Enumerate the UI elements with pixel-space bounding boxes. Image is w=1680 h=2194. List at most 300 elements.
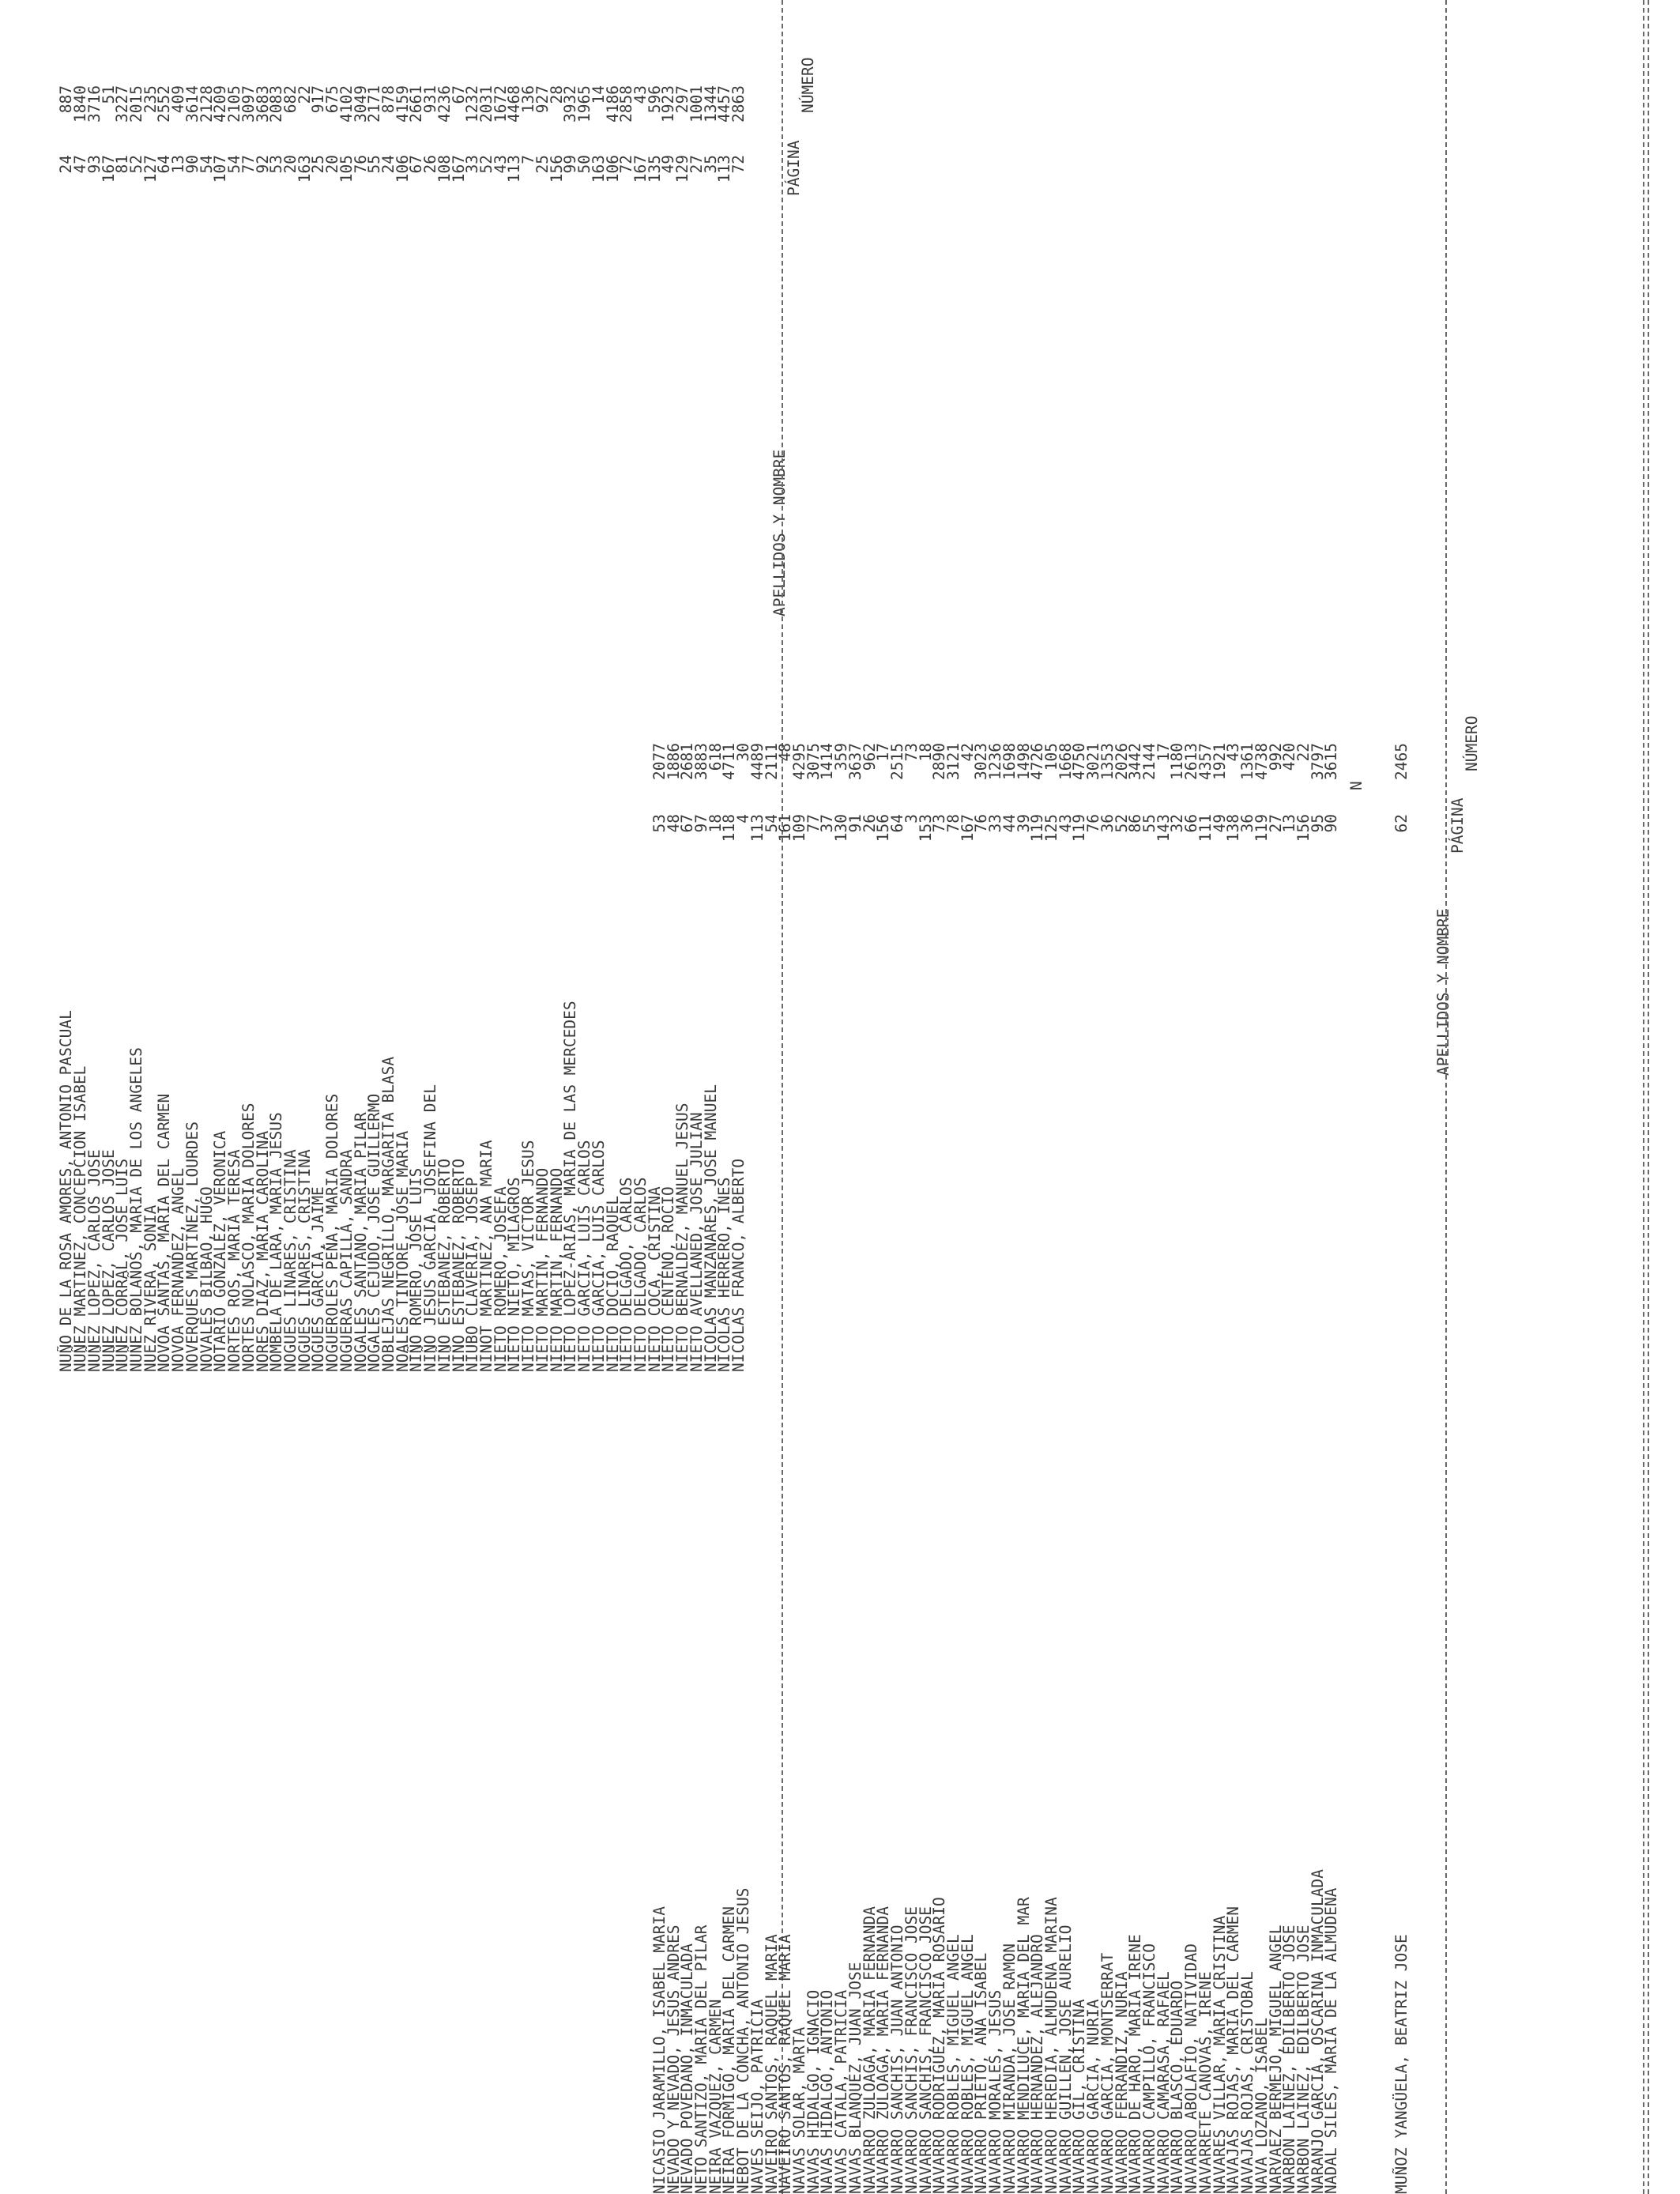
list-row [73, 0, 88, 2194]
row-page: 32 [1168, 814, 1187, 833]
right-header-name: APELLIDOS Y NOMBRE [770, 449, 789, 616]
row-number: 2111 [762, 743, 781, 780]
list-row [1154, 0, 1173, 2194]
list-row [645, 0, 664, 2194]
row-number: 3075 [804, 743, 823, 780]
row-name: NOVOA SANTAS, MARIA DEL CARMEN [155, 1093, 174, 1372]
row-name: NEIRA FORMIGO, MARIA DEL CARMEN [720, 1906, 739, 2194]
row-name: NICASIO JARAMILLO, ISABEL MARIA [650, 1906, 669, 2194]
list-row [1072, 0, 1087, 2194]
row-page: 76 [972, 814, 991, 833]
row-page: 18 [706, 814, 725, 833]
row-name: NUÑO DE LA ROSA AMORES, ANTONIO PASCUAL [57, 1010, 76, 1372]
list-row [435, 0, 454, 2194]
row-name: NICOLAS MANZANARES, JOSE MANUEL [701, 1084, 720, 1372]
list-row [519, 0, 538, 2194]
list-row [661, 0, 676, 2194]
row-number: 22 [1294, 743, 1313, 762]
row-number: 4236 [435, 85, 454, 123]
row-name: NAVARRO ROBLES, MIGUEL ANGEL [958, 1934, 977, 2194]
row-name: NOGUES GARCIA, JAIME [309, 1186, 328, 1372]
row-number: 878 [379, 85, 397, 114]
row-page: 167 [449, 155, 468, 183]
row-name: NAVARRO GUILLEN, JOSE AURELIO [1056, 1924, 1075, 2194]
row-number: 1886 [664, 743, 683, 780]
row-name: NAVARRO HEREDIA, ALMUDENA MARINA [1042, 1897, 1060, 2194]
row-name: NUÑEZ MARTINEZ, CONCEPCION ISABEL [71, 1065, 90, 1372]
row-name: NIETO CENTENO, ROCIO [659, 1186, 678, 1372]
row-number: 1965 [575, 85, 594, 123]
list-row [115, 0, 130, 2194]
row-page: 81 [113, 155, 132, 174]
row-name: NAVARRO PRIETO, ANA ISABEL [972, 1952, 991, 2194]
row-number: 17 [1154, 743, 1173, 762]
row-page: 52 [477, 155, 496, 174]
row-number: 1001 [687, 85, 706, 123]
row-number: 2077 [650, 743, 669, 780]
row-name: NAVARRO MIRANDA, JOSE RAMON [1000, 1943, 1019, 2194]
row-page: 77 [804, 814, 823, 833]
row-page: 119 [1252, 814, 1271, 843]
row-number: 3615 [1322, 743, 1341, 780]
row-page: 20 [281, 155, 299, 174]
right-header-number: NÚMERO [799, 57, 817, 113]
list-row [1000, 0, 1019, 2194]
row-number: 4750 [1070, 743, 1089, 780]
row-page: 27 [687, 155, 706, 174]
row-name: NEBOT DE LA CONCHA, ANTONIO JESUS [734, 1887, 753, 2194]
row-number: 409 [169, 85, 188, 114]
row-page: 127 [141, 155, 160, 183]
row-name: NORTES NOLASCO, MARIA DOLORES [239, 1103, 258, 1372]
row-page: 54 [225, 155, 244, 174]
list-row [1196, 0, 1215, 2194]
row-name: NINOT MARTINEZ, ANA MARIA [477, 1140, 496, 1372]
top-rule-2 [1648, 0, 1649, 2194]
row-page: 33 [986, 814, 1005, 833]
row-page: 130 [832, 814, 851, 843]
row-name: NIETO COCA, CRISTINA [645, 1186, 664, 1372]
row-name: NUÑEZ LOPEZ, CARLOS JOSE [85, 1149, 104, 1372]
list-row [778, 0, 793, 2194]
row-page: 50 [575, 155, 594, 174]
row-name: NAVARRO GARCIA, NURIA [1084, 1999, 1103, 2194]
row-number: 1840 [71, 85, 90, 123]
row-page: 113 [505, 155, 524, 183]
row-page: 143 [1154, 814, 1173, 843]
row-name: NAVARES VILLAR, MARIA CRISTINA [1210, 1915, 1229, 2194]
row-number: 1921 [1210, 743, 1229, 780]
row-page: 99 [561, 155, 580, 174]
row-page: 76 [351, 155, 370, 174]
row-page: 54 [762, 814, 781, 833]
row-name: NAVARRO SANCHIS, JUAN ANTONIO [888, 1924, 907, 2194]
row-number: 3614 [183, 85, 202, 123]
row-name: NORTES ROS, MARIA TERESA [225, 1149, 244, 1372]
row-page: 163 [589, 155, 608, 183]
row-number: 1353 [1098, 743, 1117, 780]
row-number: 4209 [211, 85, 230, 123]
row-number: 3932 [561, 85, 580, 123]
row-name: NAVAS CATALA, PATRICIA [832, 1989, 851, 2194]
list-row [932, 0, 947, 2194]
row-page: 163 [295, 155, 314, 183]
row-number: 1180 [1168, 743, 1187, 780]
row-name: MUÑOZ YANGÜELA, BEATRIZ JOSE [1392, 1934, 1411, 2194]
row-page: 106 [603, 155, 622, 183]
row-number: 3442 [1126, 743, 1145, 780]
row-number: 30 [734, 743, 753, 762]
row-name: NOBLEJAS NEGRILLO, MARGARITA BLASA [379, 1056, 397, 1372]
row-number: 4711 [720, 743, 739, 780]
list-row [311, 0, 326, 2194]
row-page: 113 [715, 155, 734, 183]
row-name: NIUBO CLAVERIA, JOSEP [463, 1177, 482, 1372]
row-number: 105 [1042, 743, 1060, 771]
row-name: NOGALES CEJUDO, JOSE GUILLERMO [365, 1093, 384, 1372]
row-number: 4186 [603, 85, 622, 123]
row-name: NOVERQUES MARTINEZ, LOURDES [183, 1122, 202, 1372]
row-name: NAVAS BLANQUEZ, JUAN JOSE [846, 1962, 864, 2194]
row-page: 135 [645, 155, 664, 183]
row-number: 3049 [351, 85, 370, 123]
row-name: NAVAS SOLAR, MARTA [790, 2026, 809, 2194]
list-row [421, 0, 440, 2194]
list-row [1266, 0, 1285, 2194]
row-name: NAVARRO DE HARO, MARIA IRENE [1126, 1934, 1145, 2194]
list-row [1392, 0, 1411, 2194]
left-header [1422, 0, 1481, 2194]
row-name: NIETO DELGADO, CARLOS [631, 1177, 650, 1372]
row-name: NIETO MARTIN, FERNANDO [533, 1167, 552, 1372]
row-page: 25 [309, 155, 328, 174]
row-name: NAVARRO HERNANDEZ, ALEJANDRO [1028, 1934, 1047, 2194]
list-row [876, 0, 891, 2194]
row-number: 2863 [729, 85, 748, 123]
row-page: 26 [860, 814, 879, 833]
row-name: NAVARRO ROBLES, MIGUEL ANGEL [944, 1934, 962, 2194]
row-number: 1668 [1056, 743, 1075, 780]
row-number: 3883 [692, 743, 710, 780]
row-page: 43 [1056, 814, 1075, 833]
row-name: NOGUERAS CAPILLA, SANDRA [337, 1149, 356, 1372]
row-page: 24 [379, 155, 397, 174]
row-page: 118 [720, 814, 739, 843]
row-name: NOGUEROLES PEÑA, MARIA DOLORES [323, 1093, 342, 1372]
row-page: 90 [1322, 814, 1341, 833]
list-row [818, 0, 837, 2194]
row-number: 682 [281, 85, 299, 114]
row-number: 2465 [1392, 743, 1411, 780]
row-page: 119 [1070, 814, 1089, 843]
row-name: NAVAS HIDALGO, IGNACIO [804, 1989, 823, 2194]
list-row [1238, 0, 1257, 2194]
row-page: 47 [71, 155, 90, 174]
row-number: 4102 [337, 85, 356, 123]
row-number: 2105 [225, 85, 244, 123]
list-row [834, 0, 849, 2194]
row-name: NICOLAS FRANCO, ALBERTO [729, 1158, 748, 1372]
list-row [1252, 0, 1271, 2194]
row-name: NIETO BERNALDEZ, MANUEL JESUS [673, 1103, 692, 1372]
row-number: 4357 [1196, 743, 1215, 780]
row-page: 64 [155, 155, 174, 174]
list-row [295, 0, 314, 2194]
row-number: 3097 [239, 85, 258, 123]
row-number: 4738 [1252, 743, 1271, 780]
row-name: NIETO MARTIN, FERNANDO [547, 1167, 566, 1372]
row-name: NOGALES SANTANO, MARIA PILAR [351, 1112, 370, 1372]
row-page: 91 [846, 814, 864, 833]
row-name: NIÑO ESTEBANEZ, ROBERTO [449, 1158, 468, 1372]
row-number: 675 [323, 85, 342, 114]
row-number: 43 [1224, 743, 1243, 762]
row-number: 3683 [253, 85, 272, 123]
row-page: 72 [617, 155, 636, 174]
row-page: 39 [1014, 814, 1033, 833]
list-row [351, 0, 370, 2194]
list-row [1308, 0, 1327, 2194]
row-number: 22 [295, 85, 314, 104]
row-page: 62 [1392, 814, 1411, 833]
row-page: 36 [1098, 814, 1117, 833]
row-name: NIÑO ROMERO, JOSE LUIS [407, 1167, 426, 1372]
list-row [1381, 0, 1395, 2194]
list-row [1353, 0, 1367, 2194]
row-name: NAVAJAS ROJAS, CRISTOBAL [1238, 1971, 1257, 2194]
row-name: NOALES TINTORE, JOSE MARIA [393, 1130, 412, 1372]
row-number: 1498 [1014, 743, 1033, 780]
row-name: NAVAJAS ROJAS, MARIA DEL CARMEN [1224, 1906, 1243, 2194]
list-row [253, 0, 272, 2194]
row-page: 3 [902, 814, 921, 824]
row-page: 48 [664, 814, 683, 833]
list-row [213, 0, 228, 2194]
list-row [491, 0, 510, 2194]
row-number: 48 [776, 743, 795, 762]
row-page: 25 [533, 155, 552, 174]
row-number: 51 [99, 85, 118, 104]
list-row [281, 0, 299, 2194]
row-number: 1232 [463, 85, 482, 123]
row-page: 55 [1140, 814, 1159, 833]
list-row [409, 0, 424, 2194]
top-rule-1 [1643, 0, 1644, 2194]
row-name: NAVARRO ZULOAGA, MARIA FERNANDA [860, 1906, 879, 2194]
row-page: 7 [519, 155, 538, 164]
row-page: 138 [1224, 814, 1243, 843]
row-number: 4726 [1028, 743, 1047, 780]
row-page: 97 [692, 814, 710, 833]
row-page: 54 [197, 155, 216, 174]
row-page: 33 [463, 155, 482, 174]
list-row [1226, 0, 1241, 2194]
row-name: NOGUES LINARES, CRISTINA [281, 1149, 299, 1372]
row-number: 4468 [505, 85, 524, 123]
row-name: NIETO DELGADO, CARLOS [617, 1177, 636, 1372]
row-number: 14 [589, 85, 608, 104]
row-number: 618 [706, 743, 725, 771]
row-number: 962 [860, 743, 879, 771]
row-number: 1414 [818, 743, 837, 780]
row-page: 156 [874, 814, 893, 843]
row-page: 24 [57, 155, 76, 174]
row-name: NARBON LAINEZ, EDILBERTO JOSE [1294, 1924, 1313, 2194]
row-name: NOMBELA DE LARA, MARIA JESUS [267, 1112, 286, 1372]
row-page: 66 [1182, 814, 1201, 833]
row-number: 1698 [1000, 743, 1019, 780]
row-name: NAVARRO ABOLAFIO, NATIVIDAD [1182, 1943, 1201, 2194]
row-name: NEIRA VAZQUEZ, CARMEN [706, 1999, 725, 2194]
list-row [748, 0, 767, 2194]
list-row [1324, 0, 1339, 2194]
row-page: 90 [183, 155, 202, 174]
list-row [575, 0, 594, 2194]
row-page: 53 [650, 814, 669, 833]
list-row [1367, 0, 1381, 2194]
list-row [804, 0, 823, 2194]
row-page: 67 [678, 814, 697, 833]
row-number: 931 [421, 85, 440, 114]
row-number: 1672 [491, 85, 510, 123]
row-number: 992 [1266, 743, 1285, 771]
row-page: 107 [211, 155, 230, 183]
row-name: NUÑEZ CORRAL, JOSE LUIS [113, 1158, 132, 1372]
list-row [379, 0, 397, 2194]
row-name: NAVES SEIJO, PATRICIA [748, 1999, 767, 2194]
list-row [631, 0, 650, 2194]
row-page: 119 [1028, 814, 1047, 843]
list-row [1210, 0, 1229, 2194]
row-number: 4159 [393, 85, 412, 123]
section-letter: N [1347, 781, 1365, 790]
right-header-page: PÁGINA [785, 140, 803, 196]
row-page: 27 [1266, 814, 1285, 833]
row-number: 359 [832, 743, 851, 771]
row-number: 43 [631, 85, 650, 104]
list-row [547, 0, 566, 2194]
row-page: 52 [127, 155, 146, 174]
list-row [127, 0, 146, 2194]
row-name: NAVAS HIDALGO, ANTONIO [818, 1989, 837, 2194]
list-row [1014, 0, 1033, 2194]
list-row [1170, 0, 1185, 2194]
list-row [1128, 0, 1143, 2194]
row-page: 20 [323, 155, 342, 174]
row-number: 2681 [678, 743, 697, 780]
list-row [1140, 0, 1159, 2194]
list-row [85, 0, 104, 2194]
list-row [860, 0, 879, 2194]
row-name: NIETO NIETO, MILAGROS [505, 1177, 524, 1372]
row-page: 113 [748, 814, 767, 843]
list-row [533, 0, 552, 2194]
row-name: NETO SANTIZO, MARIA DEL PILAR [692, 1924, 710, 2194]
row-number: 2128 [197, 85, 216, 123]
list-row [171, 0, 186, 2194]
row-name: NUÑEZ BOLAÑOS, MARIA DE LOS ANGELES [127, 1047, 146, 1372]
row-page: 4 [734, 814, 753, 824]
row-page: 73 [930, 814, 949, 833]
row-page: 76 [1084, 814, 1103, 833]
list-row [603, 0, 622, 2194]
row-number: 1344 [701, 85, 720, 123]
row-name: NARANJO GARCIA, OSCARINA INMACULADA [1308, 1869, 1327, 2194]
row-number: 2026 [1112, 743, 1131, 780]
list-row [958, 0, 977, 2194]
row-page: 156 [1294, 814, 1313, 843]
row-page: 156 [547, 155, 566, 183]
row-name: NAVARRO CAMPILLO, FRANCISCO [1140, 1943, 1159, 2194]
row-name: NIÑO ESTEBANEZ, ROBERTO [435, 1158, 454, 1372]
row-page: 72 [729, 155, 748, 174]
row-number: 4295 [790, 743, 809, 780]
row-name: NAVA LOZANO, ISABEL [1252, 2017, 1271, 2194]
left-header-page: PÁGINA [1448, 797, 1467, 854]
row-number: 2661 [407, 85, 426, 123]
list-row [507, 0, 522, 2194]
row-name: NUEZ RIVERA, SONIA [141, 1204, 160, 1372]
row-number: 3797 [1308, 743, 1327, 780]
row-number: 420 [1280, 743, 1299, 771]
list-row [323, 0, 342, 2194]
list-row [1112, 0, 1131, 2194]
list-row [589, 0, 608, 2194]
row-page: 37 [818, 814, 837, 833]
row-number: 4489 [748, 743, 767, 780]
list-row [1182, 0, 1201, 2194]
row-page: 167 [99, 155, 118, 183]
row-page: 77 [239, 155, 258, 174]
list-row [1030, 0, 1045, 2194]
row-name: NAVARRO CAMARASA, RAFAEL [1154, 1971, 1173, 2194]
list-row [563, 0, 578, 2194]
list-row [449, 0, 468, 2194]
left-header-number: NÚMERO [1463, 715, 1481, 771]
row-name: NOGUES LINARES, CRISTINA [295, 1149, 314, 1372]
list-row [1280, 0, 1299, 2194]
row-page: 129 [673, 155, 692, 183]
row-page: 93 [85, 155, 104, 174]
row-page: 86 [1126, 814, 1145, 833]
row-page: 125 [1042, 814, 1060, 843]
row-number: 28 [547, 85, 566, 104]
row-name: NEVADO POVEDANO, INMACULADA [678, 1943, 697, 2194]
list-row [916, 0, 935, 2194]
row-page: 55 [365, 155, 384, 174]
row-name: NARBON LAINEZ, EDILBERTO JOSE [1280, 1924, 1299, 2194]
list-row [974, 0, 989, 2194]
row-page: 161 [776, 814, 795, 843]
row-number: 73 [902, 743, 921, 762]
row-page: 106 [393, 155, 412, 183]
row-number: 2613 [1182, 743, 1201, 780]
row-page: 78 [944, 814, 962, 833]
row-name: NAVARRO GARCIA, MONTSERRAT [1098, 1952, 1117, 2194]
row-name: NOVALES BILBAO, HUGO [197, 1186, 216, 1372]
row-name: NAVEIRO SANTOS, RAQUEL MARIA [776, 1934, 795, 2194]
list-row [986, 0, 1005, 2194]
row-page: 153 [916, 814, 935, 843]
row-number: 2552 [155, 85, 174, 123]
row-name: NAVARRO SANCHIS, FRANCISCO JOSE [902, 1906, 921, 2194]
list-row [1056, 0, 1075, 2194]
list-row [1294, 0, 1313, 2194]
list-row [141, 0, 160, 2194]
row-name: NAVARRO BLASCO, EDUARDO [1168, 1980, 1187, 2194]
row-page: 49 [1210, 814, 1229, 833]
row-page: 26 [421, 155, 440, 174]
